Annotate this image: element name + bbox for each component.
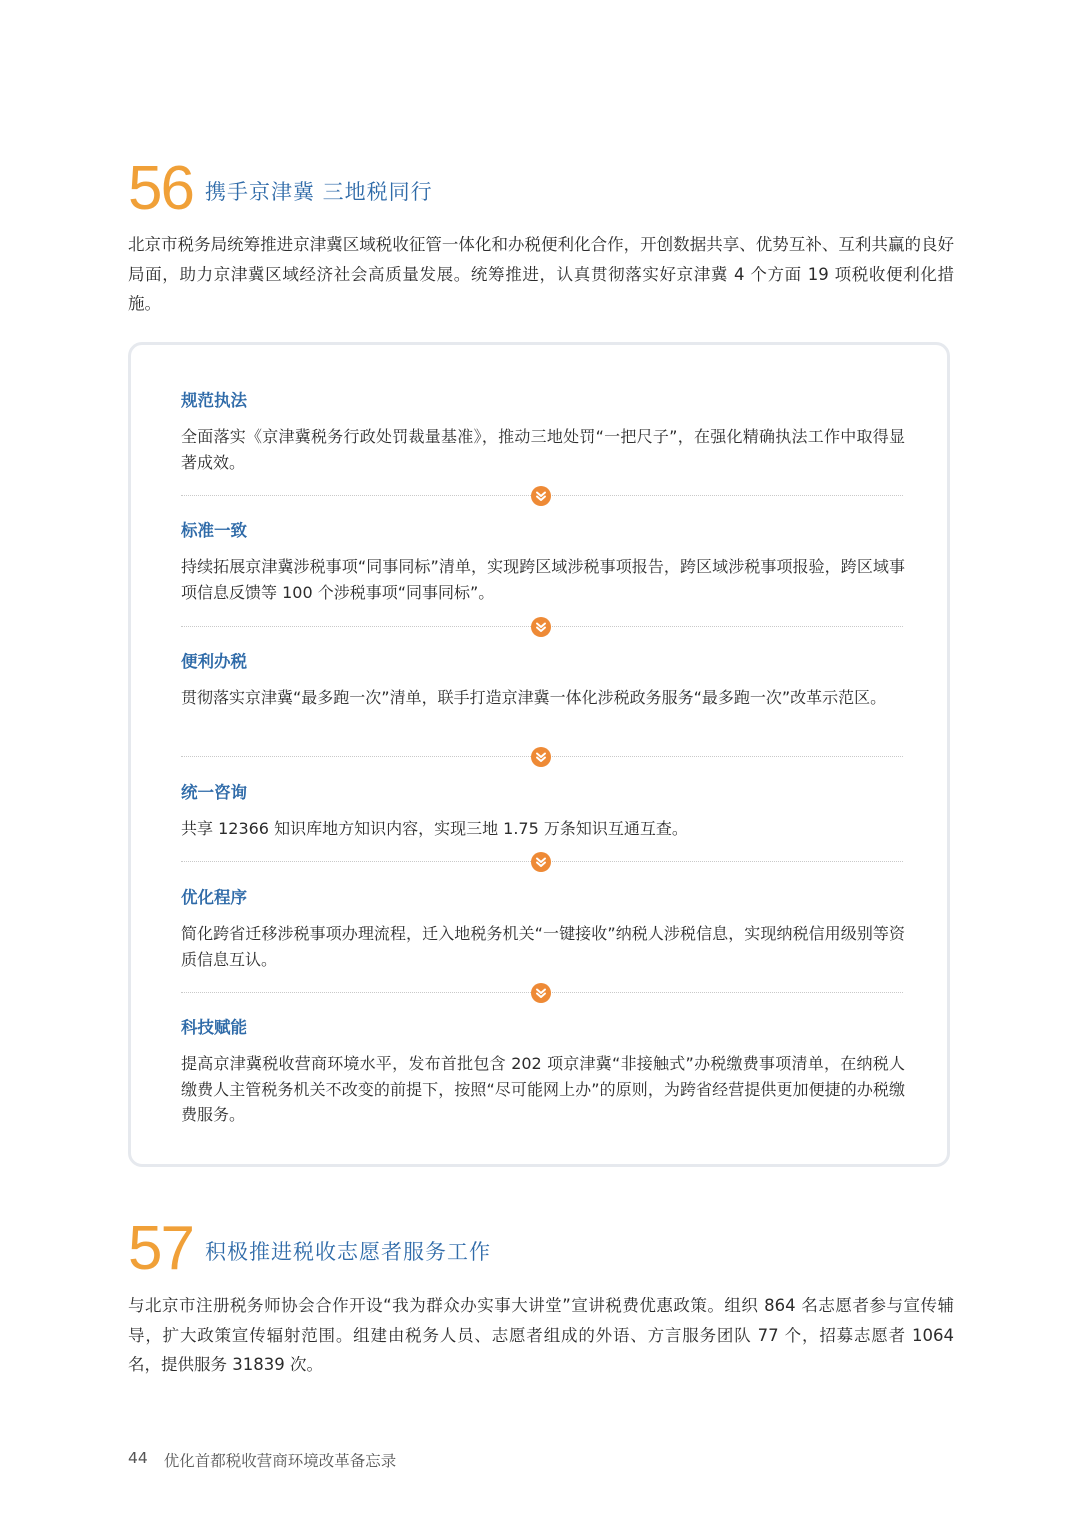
measure-text: 简化跨省迁移涉税事项办理流程，迁入地税务机关“一键接收”纳税人涉税信息，实现纳税信用级别等资质信息互认。 xyxy=(181,924,905,969)
measure-title: 标准一致 xyxy=(181,521,247,540)
measure-title: 规范执法 xyxy=(181,391,247,410)
book-title: 优化首都税收营商环境改革备忘录 xyxy=(163,1452,397,1470)
section-title: 积极推进税收志愿者服务工作 xyxy=(204,1240,491,1264)
measure-title: 便利办税 xyxy=(181,652,247,671)
measure-text: 提高京津冀税收营商环境水平，发布首批包含 202 项京津冀“非接触式”办税缴费事项清单，在纳税人缴费人主管税务机关不改变的前提下，按照“尽可能网上办”的原则，为跨省经营提供更加便捷的办税缴费服务。 xyxy=(181,1054,905,1124)
measure-text: 持续拓展京津冀涉税事项“同事同标”清单，实现跨区域涉税事项报告，跨区域涉税事项报验，跨区域事项信息反馈等 100 个涉税事项“同事同标”。 xyxy=(181,557,905,602)
measure-item xyxy=(181,886,905,972)
measure-item xyxy=(181,1016,905,1128)
measure-text: 贯彻落实京津冀“最多跑一次”清单，联手打造京津冀一体化涉税政务服务“最多跑一次”改革示范区。 xyxy=(181,688,887,707)
measure-title: 科技赋能 xyxy=(181,1018,247,1037)
section-56-intro: 北京市税务局统筹推进京津冀区域税收征管一体化和办税便利化合作，开创数据共享、优势互补、互利共赢的良好局面，助力京津冀区域经济社会高质量发展。统筹推进，认真贯彻落实好京津冀 4 个方面 19 项税收便利化措施。 xyxy=(128,235,954,313)
chevron-down-icon xyxy=(531,852,551,872)
chevron-down-icon xyxy=(531,486,551,506)
chevron-down-icon xyxy=(531,983,551,1003)
measure-item xyxy=(181,519,905,605)
measure-item xyxy=(181,389,905,475)
section-title: 携手京津冀 三地税同行 xyxy=(204,180,433,204)
chevron-down-icon xyxy=(531,617,551,637)
section-number: 57 xyxy=(128,1214,193,1283)
measure-title: 优化程序 xyxy=(181,888,247,907)
measure-item xyxy=(181,650,905,711)
chevron-down-icon xyxy=(531,747,551,767)
page-number: 44 xyxy=(128,1449,148,1467)
measure-item xyxy=(181,781,905,842)
section-57-heading xyxy=(128,1214,491,1283)
measure-title: 统一咨询 xyxy=(181,783,247,802)
measure-text: 全面落实《京津冀税务行政处罚裁量基准》，推动三地处罚“一把尺子”，在强化精确执法工作中取得显著成效。 xyxy=(181,427,905,472)
page-footer xyxy=(128,1449,396,1471)
measures-card xyxy=(128,342,950,1167)
section-57-intro: 与北京市注册税务师协会合作开设“我为群众办实事大讲堂”宣讲税费优惠政策。组织 864 名志愿者参与宣传辅导，扩大政策宣传辐射范围。组建由税务人员、志愿者组成的外语、方言服务团队 77 个，招募志愿者 1064 名，提供服务 31839 次。 xyxy=(128,1296,954,1374)
measure-text: 共享 12366 知识库地方知识内容，实现三地 1.75 万条知识互通互查。 xyxy=(181,819,688,838)
section-number: 56 xyxy=(128,154,193,223)
section-56-heading xyxy=(128,154,433,223)
